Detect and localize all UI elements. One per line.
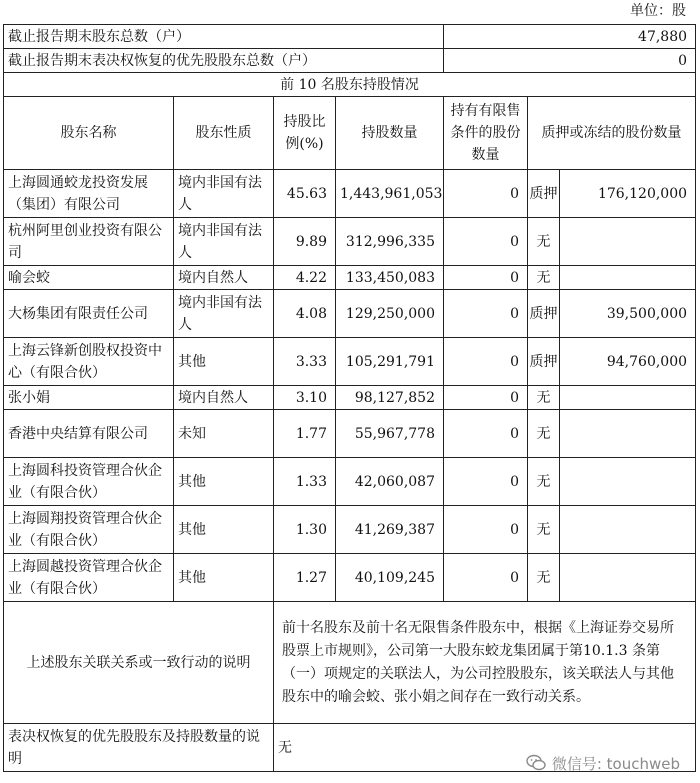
holding-ratio: 1.30	[274, 506, 336, 554]
summary-value: 0	[444, 49, 696, 73]
shareholder-nature: 境内非国有法人	[174, 170, 274, 218]
holding-ratio: 1.77	[274, 410, 336, 458]
restricted-shares: 0	[444, 554, 528, 602]
share-count: 41,269,387	[336, 506, 444, 554]
shareholder-name: 大杨集团有限责任公司	[4, 290, 174, 338]
summary-row	[4, 25, 696, 49]
pledged-shares: 176,120,000	[560, 170, 696, 218]
holding-ratio: 9.89	[274, 218, 336, 266]
pledge-status: 无	[528, 218, 560, 266]
restricted-shares: 0	[444, 458, 528, 506]
summary-label: 截止报告期末表决权恢复的优先股股东总数（户）	[4, 49, 444, 73]
share-count: 105,291,791	[336, 338, 444, 386]
shareholder-name: 杭州阿里创业投资有限公司	[4, 218, 174, 266]
summary-label: 截止报告期末股东总数（户）	[4, 25, 444, 49]
relation-label: 上述股东关联关系或一致行动的说明	[4, 602, 274, 724]
section-title-row	[4, 73, 696, 97]
holding-ratio: 3.10	[274, 386, 336, 410]
restricted-shares: 0	[444, 218, 528, 266]
shareholder-nature: 境内自然人	[174, 266, 274, 290]
header-ratio: 持股比例(%)	[274, 97, 336, 170]
shareholder-table	[3, 24, 696, 772]
watermark-text: 微信号: touchweb	[551, 754, 680, 773]
restricted-shares: 0	[444, 386, 528, 410]
holding-ratio: 4.08	[274, 290, 336, 338]
pledged-shares	[560, 458, 696, 506]
shareholder-name: 喻会蛟	[4, 266, 174, 290]
relation-text: 前十名股东及前十名无限售条件股东中，根据《上海证券交易所股票上市规则》，公司第一大股东蛟龙集团属于第10.1.3 条第（一）项规定的关联法人，为公司控股股东，该关联法人与其他股东中的喻会蛟、张小娟之间存在一致行动关系。	[274, 602, 696, 724]
share-count: 133,450,083	[336, 266, 444, 290]
holding-ratio: 45.63	[274, 170, 336, 218]
share-count: 1,443,961,053	[336, 170, 444, 218]
summary-value: 47,880	[444, 25, 696, 49]
header-restricted: 持有有限售条件的股份数量	[444, 97, 528, 170]
restricted-shares: 0	[444, 266, 528, 290]
preferred-text: 无	[274, 724, 696, 772]
header-pledge: 质押或冻结的股份数量	[528, 97, 696, 170]
shareholder-name: 上海圆通蛟龙投资发展（集团）有限公司	[4, 170, 174, 218]
pledged-shares	[560, 266, 696, 290]
pledge-status: 无	[528, 410, 560, 458]
pledge-status: 质押	[528, 338, 560, 386]
shareholder-name: 上海圆越投资管理合伙企业（有限合伙）	[4, 554, 174, 602]
pledged-shares	[560, 554, 696, 602]
holding-ratio: 1.27	[274, 554, 336, 602]
shareholder-nature: 其他	[174, 554, 274, 602]
share-count: 98,127,852	[336, 386, 444, 410]
share-count: 312,996,335	[336, 218, 444, 266]
shareholder-nature: 其他	[174, 458, 274, 506]
shareholder-nature: 其他	[174, 338, 274, 386]
restricted-shares: 0	[444, 170, 528, 218]
holding-ratio: 3.33	[274, 338, 336, 386]
shareholder-name: 上海云锋新创股权投资中心（有限合伙）	[4, 338, 174, 386]
restricted-shares: 0	[444, 410, 528, 458]
pledge-status: 无	[528, 386, 560, 410]
shareholder-name: 香港中央结算有限公司	[4, 410, 174, 458]
header-name: 股东名称	[4, 97, 174, 170]
pledged-shares	[560, 506, 696, 554]
table-row	[4, 554, 696, 602]
table-row	[4, 266, 696, 290]
shareholder-nature: 境内自然人	[174, 386, 274, 410]
restricted-shares: 0	[444, 338, 528, 386]
header-row	[4, 97, 696, 170]
pledged-shares: 39,500,000	[560, 290, 696, 338]
share-count: 40,109,245	[336, 554, 444, 602]
relation-row	[4, 602, 696, 724]
shareholder-nature: 境内非国有法人	[174, 218, 274, 266]
table-row	[4, 338, 696, 386]
wechat-icon	[526, 754, 546, 772]
pledge-status: 质押	[528, 290, 560, 338]
restricted-shares: 0	[444, 290, 528, 338]
pledge-status: 无	[528, 266, 560, 290]
pledged-shares	[560, 386, 696, 410]
table-row	[4, 170, 696, 218]
holding-ratio: 4.22	[274, 266, 336, 290]
shareholder-nature: 未知	[174, 410, 274, 458]
shareholder-name: 上海圆科投资管理合伙企业（有限合伙）	[4, 458, 174, 506]
share-count: 42,060,087	[336, 458, 444, 506]
pledge-status: 无	[528, 554, 560, 602]
share-count: 55,967,778	[336, 410, 444, 458]
pledged-shares	[560, 410, 696, 458]
table-row	[4, 218, 696, 266]
share-count: 129,250,000	[336, 290, 444, 338]
preferred-label: 表决权恢复的优先股股东及持股数量的说明	[4, 724, 274, 772]
shareholder-name: 上海圆翔投资管理合伙企业（有限合伙）	[4, 506, 174, 554]
table-row	[4, 386, 696, 410]
pledge-status: 无	[528, 458, 560, 506]
header-shares: 持股数量	[336, 97, 444, 170]
pledged-shares	[560, 218, 696, 266]
table-row	[4, 458, 696, 506]
table-row	[4, 410, 696, 458]
pledge-status: 无	[528, 506, 560, 554]
table-row	[4, 506, 696, 554]
summary-row	[4, 49, 696, 73]
holding-ratio: 1.33	[274, 458, 336, 506]
watermark	[526, 749, 680, 777]
pledged-shares: 94,760,000	[560, 338, 696, 386]
pledge-status: 质押	[528, 170, 560, 218]
shareholder-nature: 其他	[174, 506, 274, 554]
shareholder-name: 张小娟	[4, 386, 174, 410]
restricted-shares: 0	[444, 506, 528, 554]
header-nature: 股东性质	[174, 97, 274, 170]
shareholder-nature: 境内非国有法人	[174, 290, 274, 338]
section-title: 前 10 名股东持股情况	[4, 73, 696, 97]
unit-label: 单位：股	[630, 3, 686, 19]
table-row	[4, 290, 696, 338]
